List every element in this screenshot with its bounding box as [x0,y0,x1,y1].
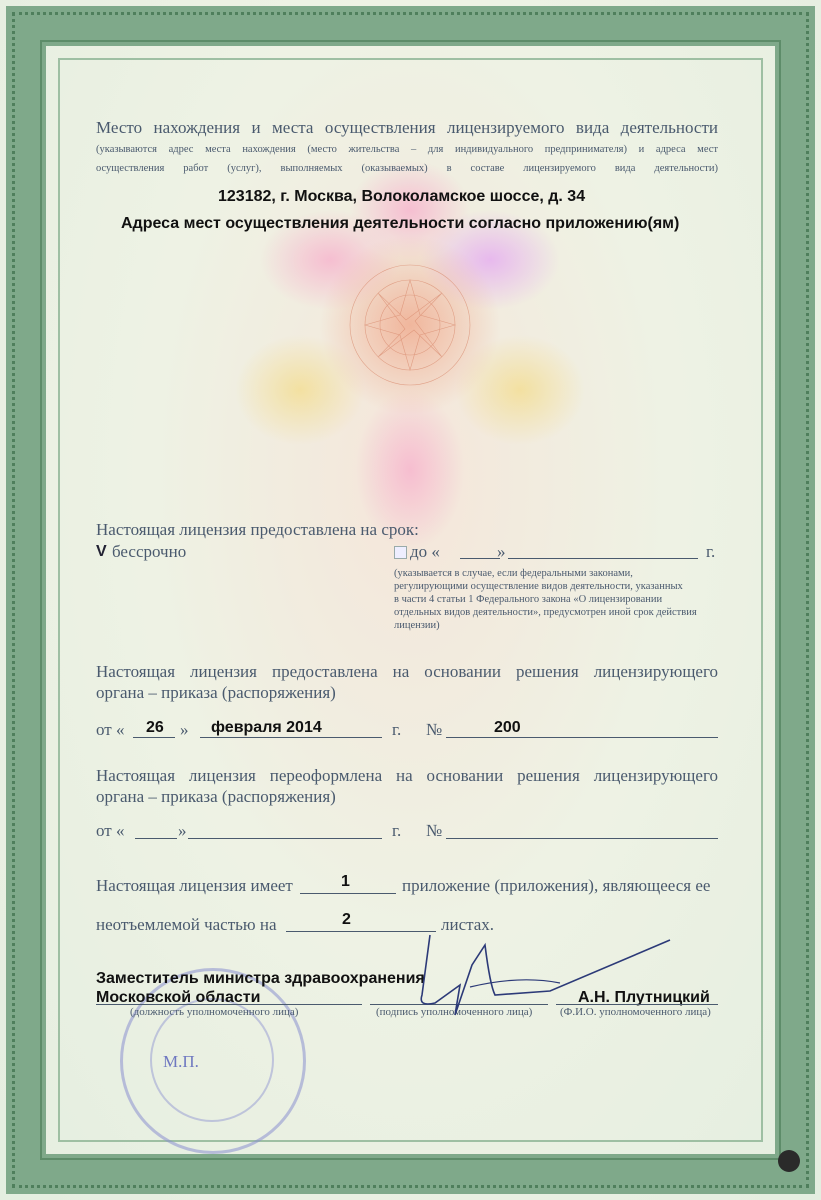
handwritten-signature [400,925,680,1025]
appendix-sheets: 2 [342,911,351,928]
signature-caption: (подпись уполномоченного лица) [376,1006,533,1018]
appendix-line2-suffix: листах. [441,915,495,934]
reissue-year-suffix: г. [392,821,402,840]
stamp-label: М.П. [163,1052,199,1071]
signatory-position-line2: Московской области [96,989,261,1006]
addresses-note: Адреса мест осуществления деятельности согласно приложению(ям) [121,215,680,232]
appendix-line2-prefix: неотъемлемой частью на [96,915,277,934]
until-checkbox [394,546,407,559]
basis-month-line [200,737,382,738]
basis-month-year: февраля 2014 [211,719,322,736]
signatory-name: А.Н. Плутницкий [578,989,710,1006]
location-note-line1: (указываются адрес места нахождения (место жительства – для индивидуального предпринимателя) и адреса мест [96,144,718,155]
signatory-position-line1: Заместитель министра здравоохранения [96,970,425,987]
basis-number-sign: № [426,720,443,739]
appendix-count: 1 [341,873,350,890]
reissue-line1: Настоящая лицензия переоформлена на основании решения лицензирующего [96,766,718,785]
reissue-line2: органа – приказа (распоряжения) [96,787,336,806]
basis-quote-close: » [180,720,189,739]
term-note-line4: отдельных видов деятельности», предусмотрен иной срок действия [394,607,697,618]
guilloche-rosette [230,140,590,580]
until-date-line [508,558,698,559]
until-year-suffix: г. [706,542,716,561]
until-day-line [460,558,500,559]
term-note-line2: регулирующими осуществление видов деятельности, указанных [394,581,683,592]
reissue-quote-close: » [178,821,187,840]
reissue-number-line [446,838,718,839]
basis-number-line [446,737,718,738]
unlimited-check-mark: V [96,543,107,560]
basis-day-line [133,737,175,738]
appendix-line1-suffix: приложение (приложения), являющееся ее [402,876,711,895]
reissue-month-line [188,838,382,839]
license-address: 123182, г. Москва, Волоколамское шоссе, д. 34 [218,188,586,205]
reissue-day-line [135,838,177,839]
appendix-line1-prefix: Настоящая лицензия имеет [96,876,293,895]
basis-from-prefix: от « [96,720,125,739]
until-prefix: до « [410,542,440,561]
basis-line1: Настоящая лицензия предоставлена на основании решения лицензирующего [96,662,718,681]
basis-number: 200 [494,719,521,736]
name-caption: (Ф.И.О. уполномоченного лица) [560,1006,711,1018]
term-note-line5: лицензии) [394,620,440,631]
until-mid: » [497,542,506,561]
basis-line2: органа – приказа (распоряжения) [96,683,336,702]
location-header: Место нахождения и места осуществления лицензируемого вида деятельности [96,118,718,137]
term-note-line3: в части 4 статьи 1 Федерального закона «О лицензировании [394,594,663,605]
basis-year-suffix: г. [392,720,402,739]
term-unlimited: бессрочно [112,542,187,561]
appendix-count-line [300,893,396,894]
position-caption: (должность уполномоченного лица) [130,1006,299,1018]
location-note-line2: осуществления работ (услуг), выполняемых (оказываемых) в составе лицензируемого вида деятельности) [96,163,718,174]
term-note-line1: (указывается в случае, если федеральными законами, [394,568,633,579]
basis-day: 26 [146,719,164,736]
reissue-from-prefix: от « [96,821,125,840]
reissue-number-sign: № [426,821,443,840]
position-line [96,1004,362,1005]
punch-hole [778,1150,800,1172]
term-label: Настоящая лицензия предоставлена на срок: [96,520,419,539]
